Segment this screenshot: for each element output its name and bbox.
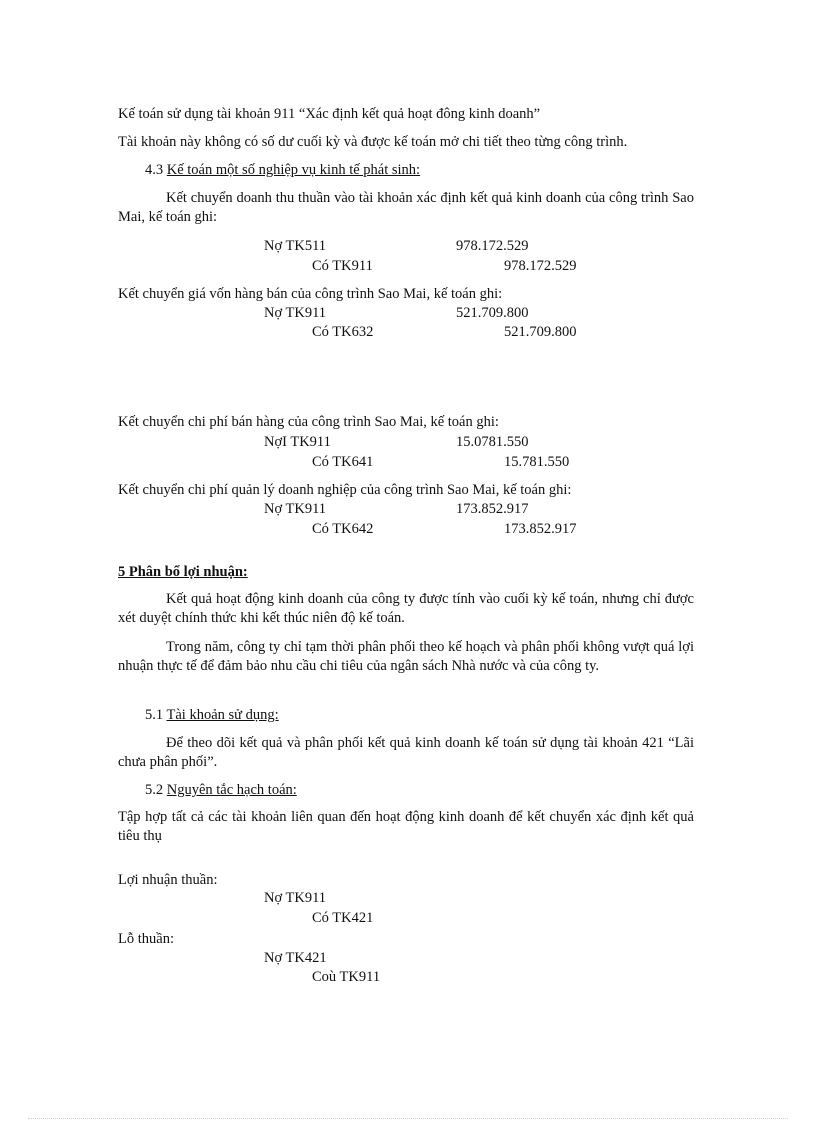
subsection-number: 5.1	[145, 707, 167, 723]
entry1-debit-value: 978.172.529	[456, 238, 529, 254]
subsection-number: 5.2	[145, 782, 167, 798]
intro-line-2: Tài khoản này không có số dư cuối kỳ và được kế toán mở chi tiết theo từng công trình.	[118, 134, 628, 150]
page-bottom-divider	[28, 1118, 788, 1119]
subsection-title: Tài khoản sử dụng:	[166, 707, 279, 723]
entry4-debit-label: Nợ TK911	[264, 501, 327, 517]
entry4-debit-value: 173.852.917	[456, 501, 529, 517]
entry3-credit-label: Có TK641	[312, 454, 374, 470]
paragraph-business-result: Kết quả hoạt động kinh doanh của công ty được tính vào cuối kỳ kế toán, nhưng chỉ được xét duyệt chính thức khi kết thúc niên độ kế toán.	[118, 591, 694, 626]
entry3-credit-value: 15.781.550	[504, 454, 570, 470]
net-loss-debit: Nợ TK421	[264, 950, 327, 966]
section-5-heading: 5 Phân bổ lợi nhuận:	[118, 564, 248, 580]
entry1-credit-value: 978.172.529	[504, 258, 577, 274]
entry4-credit-label: Có TK642	[312, 521, 374, 537]
entry3-debit-label: NợI TK911	[264, 434, 331, 450]
entry1-debit-label: Nợ TK511	[264, 238, 327, 254]
paragraph-account-421: Để theo dõi kết quả và phân phối kết quả kinh doanh kế toán sử dụng tài khoản 421 “Lãi chưa phân phối”.	[118, 735, 694, 770]
net-loss-label: Lỗ thuần:	[118, 931, 174, 947]
section-number: 4.3	[145, 162, 167, 178]
entry2-debit-value: 521.709.800	[456, 305, 529, 321]
paragraph-revenue-transfer: Kết chuyển doanh thu thuần vào tài khoản xác định kết quả kinh doanh của công trình Sao Mai, kế toán ghi:	[118, 190, 694, 225]
net-profit-label: Lợi nhuận thuần:	[118, 872, 218, 888]
section-5-2-heading	[145, 781, 297, 800]
paragraph-admin-expense: Kết chuyển chi phí quản lý doanh nghiệp của công trình Sao Mai, kế toán ghi:	[118, 482, 572, 498]
paragraph-profit-distribution: Trong năm, công ty chỉ tạm thời phân phối theo kế hoạch và phân phối không vượt quá lợi nhuận thực tế để đảm bảo nhu cầu chi tiêu của ngân sách Nhà nước và của công ty.	[118, 639, 694, 674]
section-title: Kế toán một số nghiệp vụ kinh tế phát sinh:	[166, 162, 421, 178]
section-4-3-heading	[145, 161, 420, 180]
paragraph-cogs-transfer: Kết chuyển giá vốn hàng bán của công trình Sao Mai, kế toán ghi:	[118, 286, 503, 302]
paragraph-selling-expense: Kết chuyển chi phí bán hàng của công trình Sao Mai, kế toán ghi:	[118, 414, 499, 430]
net-loss-credit: Coù TK911	[312, 969, 381, 985]
entry3-debit-value: 15.0781.550	[456, 434, 529, 450]
intro-line-1: Kế toán sử dụng tài khoản 911 “Xác định kết quả hoạt đông kinh doanh”	[118, 106, 541, 122]
entry4-credit-value: 173.852.917	[504, 521, 577, 537]
paragraph-accounting-principle: Tập hợp tất cả các tài khoản liên quan đến hoạt động kinh doanh để kết chuyển xác định kết quả tiêu thụ	[118, 809, 694, 844]
subsection-title: Nguyên tắc hạch toán:	[166, 782, 297, 798]
section-5-1-heading	[145, 706, 279, 725]
net-profit-credit: Có TK421	[312, 910, 374, 926]
net-profit-debit: Nợ TK911	[264, 890, 327, 906]
entry1-credit-label: Có TK911	[312, 258, 373, 274]
entry2-credit-value: 521.709.800	[504, 324, 577, 340]
entry2-credit-label: Có TK632	[312, 324, 374, 340]
entry2-debit-label: Nợ TK911	[264, 305, 327, 321]
